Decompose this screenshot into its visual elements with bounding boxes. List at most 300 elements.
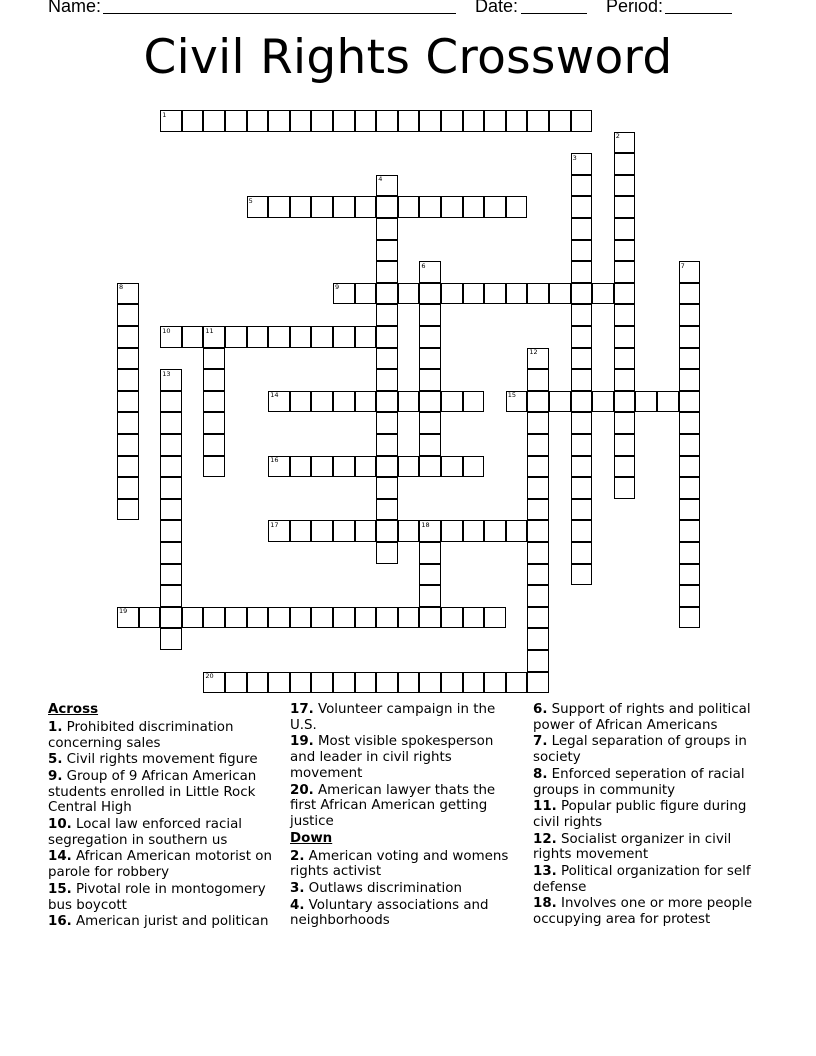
clue-number: 13. [533, 863, 557, 879]
clue-item [48, 720, 278, 752]
clue-item [290, 881, 515, 897]
clue-item [533, 734, 771, 766]
grid-cell[interactable] [419, 456, 441, 478]
grid-cell[interactable] [571, 564, 593, 586]
grid-cell[interactable] [268, 607, 290, 629]
clue-number: 3. [290, 880, 305, 896]
grid-cell[interactable] [290, 672, 312, 694]
grid-cell[interactable] [117, 456, 139, 478]
clue-number-label: 19 [119, 607, 128, 616]
grid-cell[interactable] [527, 412, 549, 434]
grid-cell[interactable] [182, 326, 204, 348]
clue-item [533, 702, 771, 734]
grid-cell[interactable] [376, 240, 398, 262]
grid-cell[interactable] [117, 369, 139, 391]
clue-number-label: 15 [507, 391, 517, 400]
grid-cell[interactable] [419, 304, 441, 326]
grid-cell[interactable] [376, 326, 398, 348]
grid-cell[interactable] [355, 607, 377, 629]
grid-cell[interactable] [527, 283, 549, 305]
grid-cell[interactable] [247, 110, 269, 132]
grid-cell[interactable] [614, 240, 636, 262]
grid-cell[interactable] [376, 456, 398, 478]
grid-cell[interactable] [268, 110, 290, 132]
grid-cell[interactable] [571, 434, 593, 456]
clue-text: Socialist organizer in civil rights movement [533, 831, 732, 863]
grid-cell[interactable] [484, 196, 506, 218]
grid-cell[interactable] [571, 261, 593, 283]
grid-cell[interactable] [419, 283, 441, 305]
grid-cell[interactable] [527, 456, 549, 478]
clue-number: 4. [290, 897, 305, 913]
date-label: Date: [475, 0, 519, 16]
grid-cell[interactable] [614, 153, 636, 175]
grid-cell[interactable] [679, 520, 701, 542]
grid-cell[interactable] [679, 585, 701, 607]
clue-number: 20. [290, 782, 314, 798]
grid-cell[interactable] [614, 283, 636, 305]
grid-cell[interactable] [355, 196, 377, 218]
grid-cell[interactable] [614, 304, 636, 326]
grid-cell[interactable] [484, 283, 506, 305]
grid-cell[interactable] [571, 542, 593, 564]
grid-cell[interactable] [419, 434, 441, 456]
grid-cell[interactable] [160, 499, 182, 521]
grid-cell[interactable] [419, 607, 441, 629]
grid-cell[interactable] [614, 326, 636, 348]
clue-item [48, 769, 278, 816]
clue-item [48, 914, 278, 930]
clue-text: Support of rights and political power of African Americans [533, 702, 751, 733]
grid-cell[interactable] [268, 196, 290, 218]
grid-cell[interactable] [311, 110, 333, 132]
grid-cell[interactable] [571, 499, 593, 521]
grid-cell[interactable] [527, 520, 549, 542]
grid-cell[interactable] [571, 369, 593, 391]
clue-text: American voting and womens rights activist [290, 848, 509, 880]
clue-number-label: 16 [270, 456, 279, 465]
grid-cell[interactable] [419, 672, 441, 694]
grid-cell[interactable] [571, 456, 593, 478]
grid-cell[interactable] [527, 628, 549, 650]
grid-cell[interactable] [527, 110, 549, 132]
grid-cell[interactable] [333, 391, 355, 413]
grid-cell[interactable] [441, 283, 463, 305]
clue-number-label: 5 [248, 196, 253, 205]
grid-cell[interactable] [527, 477, 549, 499]
grid-cell[interactable] [117, 391, 139, 413]
grid-cell[interactable] [463, 196, 485, 218]
grid-cell[interactable] [160, 585, 182, 607]
grid-cell[interactable] [506, 672, 528, 694]
grid-cell[interactable] [376, 412, 398, 434]
grid-cell[interactable] [376, 304, 398, 326]
grid-cell[interactable] [290, 391, 312, 413]
grid-cell[interactable] [160, 564, 182, 586]
grid-cell[interactable] [679, 499, 701, 521]
clue-number: 7. [533, 734, 548, 750]
grid-cell[interactable] [571, 175, 593, 197]
grid-cell[interactable] [333, 110, 355, 132]
clue-number: 15. [48, 881, 72, 897]
grid-cell[interactable] [484, 110, 506, 132]
grid-cell[interactable] [527, 564, 549, 586]
grid-cell[interactable] [571, 348, 593, 370]
grid-cell[interactable] [376, 391, 398, 413]
period-label: Period: [606, 0, 664, 16]
clue-text: African American motorist on parole for robbery [48, 849, 272, 881]
grid-cell[interactable] [398, 672, 420, 694]
down-heading: Down [290, 830, 333, 846]
grid-cell[interactable] [117, 326, 139, 348]
grid-cell[interactable] [527, 369, 549, 391]
grid-cell[interactable] [203, 607, 225, 629]
grid-cell[interactable] [571, 391, 593, 413]
clue-number: 2. [290, 848, 305, 864]
grid-cell[interactable] [203, 348, 225, 370]
grid-cell[interactable] [679, 412, 701, 434]
grid-cell[interactable] [376, 434, 398, 456]
clue-item [290, 898, 515, 930]
grid-cell[interactable] [333, 196, 355, 218]
grid-cell[interactable] [117, 499, 139, 521]
grid-cell[interactable] [571, 520, 593, 542]
grid-cell[interactable] [679, 326, 701, 348]
clues-column-2 [290, 702, 515, 930]
grid-cell[interactable] [527, 391, 549, 413]
clue-item [533, 832, 771, 864]
grid-cell[interactable] [247, 607, 269, 629]
grid-cell[interactable] [614, 369, 636, 391]
grid-cell[interactable] [333, 672, 355, 694]
grid-cell[interactable] [376, 261, 398, 283]
grid-cell[interactable] [679, 391, 701, 413]
grid-cell[interactable] [419, 348, 441, 370]
grid-cell[interactable] [355, 391, 377, 413]
grid-cell[interactable] [355, 326, 377, 348]
grid-cell[interactable] [419, 196, 441, 218]
grid-cell[interactable] [549, 110, 571, 132]
grid-cell[interactable] [225, 607, 247, 629]
clue-item [533, 767, 771, 799]
clue-number: 19. [290, 734, 314, 750]
grid-cell[interactable] [290, 456, 312, 478]
clue-number-label: 7 [680, 261, 685, 270]
grid-cell[interactable] [614, 175, 636, 197]
grid-cell[interactable] [117, 412, 139, 434]
grid-cell[interactable] [203, 456, 225, 478]
grid-cell[interactable] [311, 607, 333, 629]
grid-cell[interactable] [441, 110, 463, 132]
grid-cell[interactable] [355, 283, 377, 305]
grid-cell[interactable] [419, 564, 441, 586]
grid-cell[interactable] [311, 196, 333, 218]
grid-cell[interactable] [463, 607, 485, 629]
grid-cell[interactable] [679, 304, 701, 326]
grid-cell[interactable] [376, 369, 398, 391]
clue-number: 11. [533, 799, 557, 815]
grid-cell[interactable] [635, 391, 657, 413]
grid-cell[interactable] [117, 348, 139, 370]
grid-cell[interactable] [376, 283, 398, 305]
grid-cell[interactable] [117, 434, 139, 456]
grid-cell[interactable] [527, 585, 549, 607]
name-label: Name: [48, 0, 102, 16]
grid-cell[interactable] [679, 607, 701, 629]
grid-cell[interactable] [290, 607, 312, 629]
grid-cell[interactable] [398, 607, 420, 629]
grid-cell[interactable] [441, 672, 463, 694]
grid-cell[interactable] [484, 607, 506, 629]
clue-item [290, 734, 515, 781]
grid-cell[interactable] [527, 607, 549, 629]
grid-cell[interactable] [679, 283, 701, 305]
grid-cell[interactable] [160, 434, 182, 456]
clue-number-label: 14 [270, 391, 279, 400]
clue-item [48, 752, 278, 768]
grid-cell[interactable] [376, 520, 398, 542]
clue-item [533, 896, 771, 928]
grid-cell[interactable] [311, 456, 333, 478]
grid-cell[interactable] [527, 434, 549, 456]
grid-cell[interactable] [679, 369, 701, 391]
grid-cell[interactable] [614, 477, 636, 499]
grid-cell[interactable] [376, 477, 398, 499]
clue-text: Outlaws discrimination [304, 880, 462, 896]
grid-cell[interactable] [203, 110, 225, 132]
grid-cell[interactable] [506, 283, 528, 305]
clue-text: Legal separation of groups in society [533, 734, 747, 766]
grid-cell[interactable] [311, 520, 333, 542]
clue-number-label: 10 [162, 326, 171, 335]
grid-cell[interactable] [376, 348, 398, 370]
grid-cell[interactable] [333, 326, 355, 348]
grid-cell[interactable] [160, 456, 182, 478]
grid-cell[interactable] [614, 196, 636, 218]
grid-cell[interactable] [117, 304, 139, 326]
grid-cell[interactable] [614, 348, 636, 370]
grid-cell[interactable] [527, 542, 549, 564]
grid-cell[interactable] [160, 520, 182, 542]
grid-cell[interactable] [614, 218, 636, 240]
grid-cell[interactable] [290, 110, 312, 132]
grid-cell[interactable] [355, 520, 377, 542]
clue-item [290, 702, 515, 734]
grid-cell[interactable] [506, 196, 528, 218]
grid-cell[interactable] [247, 326, 269, 348]
clue-number: 10. [48, 816, 72, 832]
grid-cell[interactable] [225, 672, 247, 694]
grid-cell[interactable] [268, 672, 290, 694]
grid-cell[interactable] [441, 607, 463, 629]
clue-text: Group of 9 African American students enrolled in Little Rock Central High [48, 768, 257, 816]
grid-cell[interactable] [484, 672, 506, 694]
grid-cell[interactable] [160, 412, 182, 434]
grid-cell[interactable] [398, 110, 420, 132]
grid-cell[interactable] [225, 326, 247, 348]
clue-number-label: 1 [162, 110, 167, 119]
clue-text: Enforced seperation of racial groups in community [533, 766, 745, 798]
grid-cell[interactable] [160, 542, 182, 564]
grid-cell[interactable] [549, 283, 571, 305]
grid-cell[interactable] [398, 520, 420, 542]
clue-text: Voluntary associations and neighborhoods [290, 897, 489, 929]
grid-cell[interactable] [376, 542, 398, 564]
grid-cell[interactable] [182, 607, 204, 629]
grid-cell[interactable] [268, 326, 290, 348]
grid-cell[interactable] [614, 412, 636, 434]
clue-item [533, 864, 771, 896]
grid-cell[interactable] [376, 499, 398, 521]
grid-cell[interactable] [463, 110, 485, 132]
grid-cell[interactable] [571, 110, 593, 132]
grid-cell[interactable] [333, 456, 355, 478]
grid-cell[interactable] [463, 672, 485, 694]
grid-cell[interactable] [419, 369, 441, 391]
clue-number-label: 3 [572, 153, 577, 162]
clue-item [533, 799, 771, 831]
grid-cell[interactable] [484, 520, 506, 542]
grid-cell[interactable] [290, 520, 312, 542]
clue-number-label: 2 [615, 132, 620, 141]
grid-cell[interactable] [355, 456, 377, 478]
clue-item [48, 849, 278, 881]
clue-number-label: 11 [205, 326, 214, 335]
grid-cell[interactable] [592, 391, 614, 413]
clue-number-label: 6 [421, 261, 426, 270]
clue-number-label: 17 [270, 520, 279, 529]
clue-text: Pivotal role in montogomery bus boycott [48, 881, 266, 913]
grid-cell[interactable] [679, 542, 701, 564]
clue-item [290, 783, 515, 830]
grid-cell[interactable] [203, 369, 225, 391]
grid-cell[interactable] [311, 672, 333, 694]
grid-cell[interactable] [571, 326, 593, 348]
grid-cell[interactable] [679, 434, 701, 456]
grid-cell[interactable] [160, 391, 182, 413]
grid-cell[interactable] [549, 391, 571, 413]
grid-cell[interactable] [571, 412, 593, 434]
grid-cell[interactable] [376, 196, 398, 218]
clue-text: Involves one or more people occupying area for protest [533, 896, 753, 928]
clue-text: Most visible spokesperson and leader in civil rights movement [290, 734, 494, 781]
grid-cell[interactable] [419, 412, 441, 434]
grid-cell[interactable] [592, 283, 614, 305]
grid-cell[interactable] [419, 110, 441, 132]
grid-cell[interactable] [398, 391, 420, 413]
grid-cell[interactable] [333, 607, 355, 629]
grid-cell[interactable] [571, 240, 593, 262]
grid-cell[interactable] [376, 218, 398, 240]
clue-item [48, 817, 278, 849]
grid-cell[interactable] [679, 477, 701, 499]
grid-cell[interactable] [376, 607, 398, 629]
clues-column-1 [48, 702, 278, 931]
grid-cell[interactable] [376, 672, 398, 694]
grid-cell[interactable] [398, 196, 420, 218]
grid-cell[interactable] [571, 304, 593, 326]
grid-cell[interactable] [506, 110, 528, 132]
grid-cell[interactable] [506, 520, 528, 542]
grid-cell[interactable] [679, 564, 701, 586]
grid-cell[interactable] [463, 283, 485, 305]
grid-cell[interactable] [139, 607, 161, 629]
across-heading: Across [48, 702, 99, 717]
grid-cell[interactable] [182, 110, 204, 132]
grid-cell[interactable] [527, 650, 549, 672]
grid-cell[interactable] [117, 477, 139, 499]
grid-cell[interactable] [441, 196, 463, 218]
grid-cell[interactable] [527, 499, 549, 521]
clue-item [290, 849, 515, 881]
grid-cell[interactable] [463, 391, 485, 413]
grid-cell[interactable] [290, 196, 312, 218]
grid-cell[interactable] [203, 412, 225, 434]
grid-cell[interactable] [311, 326, 333, 348]
grid-cell[interactable] [160, 607, 182, 629]
grid-cell[interactable] [160, 628, 182, 650]
grid-cell[interactable] [290, 326, 312, 348]
grid-cell[interactable] [398, 283, 420, 305]
grid-cell[interactable] [614, 391, 636, 413]
grid-cell[interactable] [441, 520, 463, 542]
grid-cell[interactable] [614, 434, 636, 456]
grid-cell[interactable] [571, 477, 593, 499]
grid-cell[interactable] [657, 391, 679, 413]
grid-cell[interactable] [398, 456, 420, 478]
grid-cell[interactable] [203, 391, 225, 413]
clue-number-label: 18 [421, 520, 430, 529]
grid-cell[interactable] [203, 434, 225, 456]
grid-cell[interactable] [419, 542, 441, 564]
clue-text: Civil rights movement figure [62, 752, 258, 768]
clue-text: American jurist and politican [71, 914, 269, 930]
clue-text: Popular public figure during civil rights [533, 799, 747, 830]
grid-cell[interactable] [527, 672, 549, 694]
grid-cell[interactable] [679, 348, 701, 370]
grid-cell[interactable] [225, 110, 247, 132]
grid-cell[interactable] [614, 261, 636, 283]
grid-cell[interactable] [571, 196, 593, 218]
grid-cell[interactable] [419, 326, 441, 348]
clue-number: 12. [533, 831, 557, 847]
clue-number-label: 8 [119, 283, 124, 292]
clue-text: Political organization for self defense [533, 863, 751, 895]
clue-text: Local law enforced racial segregation in southern us [48, 816, 243, 848]
grid-cell[interactable] [614, 456, 636, 478]
grid-cell[interactable] [571, 218, 593, 240]
grid-cell[interactable] [463, 520, 485, 542]
grid-cell[interactable] [160, 477, 182, 499]
grid-cell[interactable] [441, 456, 463, 478]
grid-cell[interactable] [311, 391, 333, 413]
grid-cell[interactable] [571, 283, 593, 305]
grid-cell[interactable] [679, 456, 701, 478]
clue-number: 8. [533, 766, 548, 782]
grid-cell[interactable] [247, 672, 269, 694]
grid-cell[interactable] [376, 110, 398, 132]
grid-cell[interactable] [419, 585, 441, 607]
grid-cell[interactable] [355, 672, 377, 694]
grid-cell[interactable] [419, 391, 441, 413]
clue-number-label: 13 [162, 369, 171, 378]
grid-cell[interactable] [463, 456, 485, 478]
clue-text: Volunteer campaign in the U.S. [290, 702, 496, 733]
grid-cell[interactable] [355, 110, 377, 132]
clue-number-label: 12 [529, 348, 538, 357]
grid-cell[interactable] [441, 391, 463, 413]
grid-cell[interactable] [333, 520, 355, 542]
